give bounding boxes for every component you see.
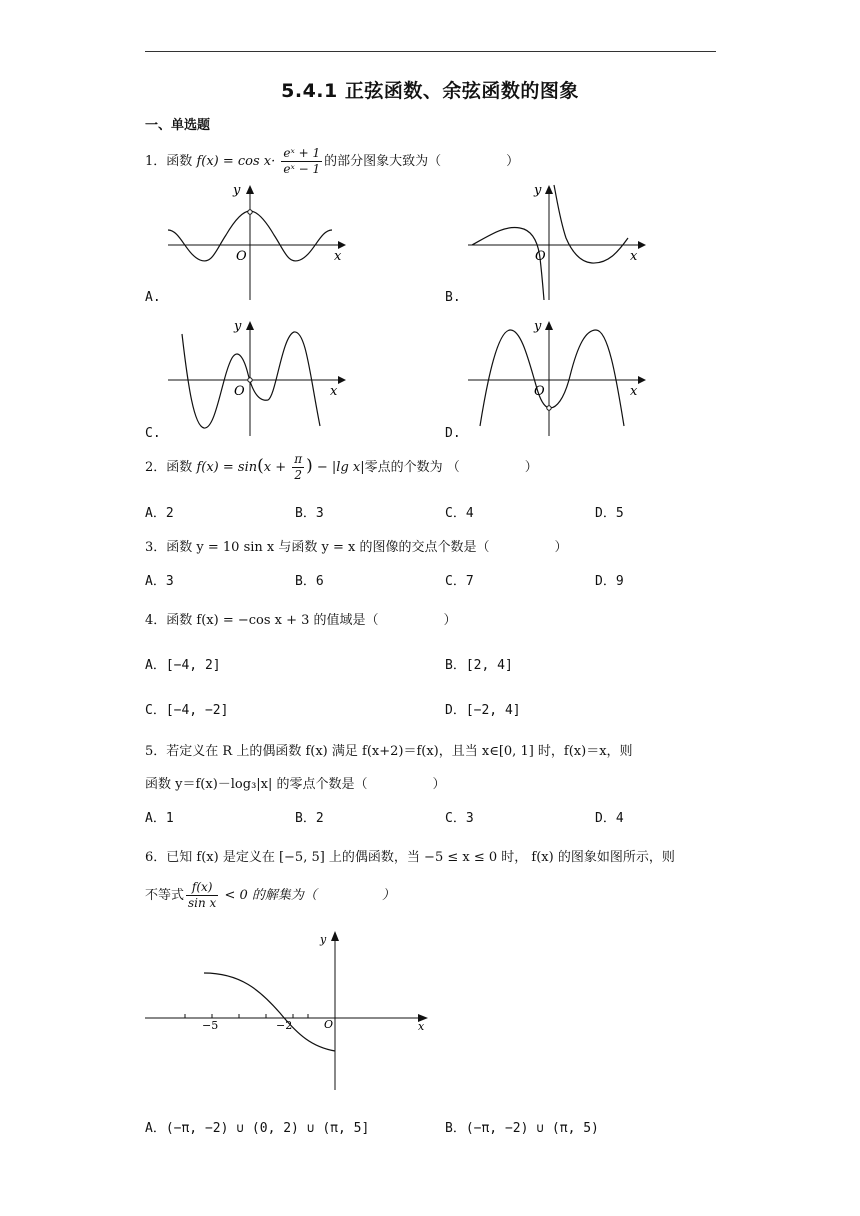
- q1-option-d: D.: [445, 426, 461, 441]
- q3-option-c: C．7: [445, 574, 474, 589]
- q2-option-c: C．4: [445, 506, 474, 521]
- q1-option-a: A.: [145, 290, 161, 305]
- q1-fx: f(x): [196, 154, 219, 169]
- q2-fx: f(x): [196, 460, 219, 475]
- q6-frac-num: f(x): [186, 880, 218, 896]
- q1c-origin: O: [234, 384, 245, 399]
- q6-option-b: B．(−π, −2) ∪ (π, 5): [445, 1121, 599, 1136]
- question-5-line-1: 5．若定义在 R 上的偶函数 f(x) 满足 f(x+2)＝f(x)，且当 x∈[0, 1] 时，f(x)＝x，则: [145, 744, 633, 759]
- q4-option-c: C．[−4, −2]: [145, 703, 229, 718]
- q1-option-c: C.: [145, 426, 161, 441]
- q1b-x-label: x: [630, 249, 638, 264]
- q3-option-a: A．3: [145, 574, 174, 589]
- q6-option-a: A．(−π, −2) ∪ (0, 2) ∪ (π, 5]: [145, 1121, 370, 1136]
- question-6-line-1: 6．已知 f(x) 是定义在 [−5, 5] 上的偶函数，当 −5 ≤ x ≤ 0 时， f(x) 的图象如图所示，则: [145, 850, 675, 865]
- q2-option-d: D．5: [595, 506, 624, 521]
- q6-y-label: y: [320, 933, 327, 946]
- question-2: [145, 452, 538, 483]
- q1d-origin: O: [534, 384, 545, 399]
- q4-option-b: B．[2, 4]: [445, 658, 513, 673]
- q2-expr-c: − |lg x|: [312, 460, 365, 475]
- q1b-y-label: y: [534, 183, 542, 198]
- q4-option-d: D．[−2, 4]: [445, 703, 521, 718]
- q1-lead: 函数: [166, 154, 193, 169]
- q6-origin: O: [324, 1018, 334, 1031]
- q1d-y-label: y: [534, 319, 542, 334]
- q3-option-b: B．6: [295, 574, 324, 589]
- q1-eq: = cos x·: [218, 154, 276, 169]
- q1-graph-c: [160, 316, 350, 441]
- q6-tail: < 0 的解集为（ ）: [220, 888, 395, 903]
- question-6-line-2: [145, 880, 395, 911]
- q2-expr-b: x +: [263, 460, 291, 475]
- q1-graph-b: [460, 180, 650, 305]
- q5-option-b: B．2: [295, 811, 324, 826]
- question-3: 3．函数 y = 10 sin x 与函数 y = x 的图像的交点个数是（ ）: [145, 540, 568, 555]
- q2-tail: 零点的个数为 （ ）: [364, 460, 538, 475]
- q1-fraction: [281, 146, 322, 177]
- q4-option-a: A．[−4, 2]: [145, 658, 221, 673]
- q2-rparen: ): [306, 456, 313, 476]
- q2-option-a: A．2: [145, 506, 174, 521]
- page-title: 5.4.1 正弦函数、余弦函数的图象: [281, 80, 579, 102]
- q1d-x-label: x: [630, 384, 638, 399]
- q5-option-c: C．3: [445, 811, 474, 826]
- q1-frac-num: eˣ + 1: [283, 146, 321, 160]
- q1-option-b: B.: [445, 290, 461, 305]
- q3-option-d: D．9: [595, 574, 624, 589]
- q1-tail: 的部分图象大致为（ ）: [324, 154, 520, 169]
- q1c-x-label: x: [330, 384, 338, 399]
- section-heading: 一、单选题: [145, 118, 211, 133]
- q1-number: 1．: [145, 154, 167, 169]
- q6-x-label: x: [418, 1020, 425, 1033]
- q2-pi-fraction: [292, 452, 304, 483]
- q2-lead: 函数: [166, 460, 193, 475]
- q1a-origin: O: [236, 249, 247, 264]
- q2-lparen: (: [257, 456, 264, 476]
- q2-number: 2．: [145, 460, 167, 475]
- q1a-y-label: y: [233, 183, 241, 198]
- q2-option-b: B．3: [295, 506, 324, 521]
- q5-option-d: D．4: [595, 811, 624, 826]
- q2-expr-a: = sin: [218, 460, 258, 475]
- q5-option-a: A．1: [145, 811, 174, 826]
- question-5-line-2: 函数 y＝f(x)－log₃|x| 的零点个数是（ ）: [145, 777, 446, 792]
- q6-tick-neg2: −2: [276, 1019, 293, 1032]
- q1-frac-den: eˣ − 1: [283, 162, 321, 176]
- q1-graph-a: [160, 180, 350, 305]
- q2-pi-num: π: [294, 452, 303, 466]
- q1b-origin: O: [535, 249, 546, 264]
- q6-fraction: [186, 880, 218, 911]
- header-rule: [145, 51, 716, 52]
- question-1: [145, 146, 519, 177]
- question-4: 4．函数 f(x) = −cos x + 3 的值域是（ ）: [145, 613, 457, 628]
- q2-pi-den: 2: [294, 468, 302, 482]
- q6-frac-den: sin x: [188, 896, 217, 910]
- q6-lead: 不等式: [145, 888, 185, 903]
- q6-tick-neg5: −5: [202, 1019, 219, 1032]
- q1a-x-label: x: [334, 249, 342, 264]
- q1c-y-label: y: [234, 319, 242, 334]
- q6-graph: [140, 925, 440, 1095]
- q1-graph-d: [460, 316, 650, 441]
